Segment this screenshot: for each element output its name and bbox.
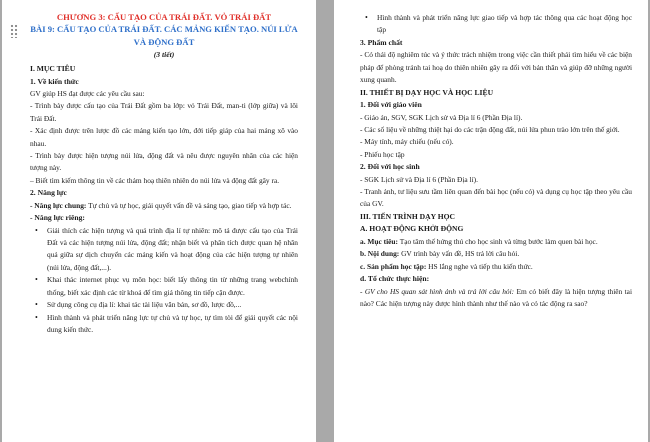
paragraph: - Các số liệu về những thiệt hại do các trận động đất, núi lửa phun trào lớn trên thế giới. [360, 124, 620, 134]
paragraph: GV giúp HS đạt được các yêu cầu sau: [30, 89, 145, 98]
list-item: • Giải thích các hiện tượng và quá trình địa lí tự nhiên: mô tả được cấu tạo của Trái Đất và các hiện tượng núi lửa, động đất; nhận biết và phân tích được quan hệ nhân quả giữa sự dịch chuyển các mảng kiến và hoạt động của các hiện tượng tự nhiên (núi lửa, động đất,...). [30, 225, 298, 275]
paragraph: - Máy tính, máy chiếu (nếu có). [360, 137, 454, 147]
paragraph: - Có thái độ nghiêm túc và ý thức trách nhiệm trong việc cần thiết phải tìm hiểu về các biện pháp để phòng tránh tai hoạ do thiên nhiên gây ra đối với bản thân và giúp đỡ những người xung quanh. [360, 50, 632, 85]
bullet-list [360, 12, 632, 37]
paragraph: - Tranh ảnh, tư liệu sưu tầm liên quan đến bài học (nếu có) và dụng cụ học tập theo yêu cầu của GV. [360, 187, 632, 209]
paragraph: - SGK Lịch sử và Địa lí 6 (Phần Địa lí). [360, 174, 478, 184]
text-organization-italic: - GV cho HS quan sát hình ảnh và trả lời câu hỏi: [360, 286, 515, 296]
subheading-competence: 2. Năng lực [30, 188, 67, 198]
label-goal: a. Mục tiêu: [360, 236, 398, 246]
label-general-competence: - Năng lực chung: [30, 200, 87, 210]
chapter-title: CHƯƠNG 3: CẤU TẠO CỦA TRÁI ĐẤT. VỎ TRÁI ĐẤT [56, 12, 272, 22]
drag-handle-icon[interactable] [10, 24, 18, 38]
lesson-title: BÀI 9: CẤU TẠO CỦA TRÁI ĐẤT. CÁC MẢNG KIẾN TẠO. NÚI LỬA VÀ ĐỘNG ĐẤT [30, 24, 298, 47]
paragraph: - Trình bày được cấu tạo của Trái Đất gồm ba lớp: vỏ Trái Đất, man-ti (lớp giữa) và lõi Trái Đất. [30, 101, 298, 123]
subheading-qualities: 3. Phẩm chất [360, 37, 403, 47]
lesson-duration: (3 tiết) [153, 50, 175, 59]
label-content: b. Nội dung: [360, 249, 400, 259]
paragraph-goal [360, 236, 632, 248]
paragraph-general-competence [30, 200, 298, 212]
document-page-left [2, 0, 316, 442]
document-page-right [334, 0, 648, 442]
paragraph-organization [360, 286, 632, 311]
subheading-specific-competence: - Năng lực riêng: [30, 213, 85, 223]
paragraph: - Xác định được trên lược đồ các mảng kiến tạo lớn, đới tiếp giáp của hai mảng xô vào nhau. [30, 126, 298, 148]
section-heading-process: III. TIẾN TRÌNH DẠY HỌC [360, 211, 456, 221]
text-goal: Tạo tâm thế hứng thú cho học sinh và từng bước làm quen bài học. [397, 236, 598, 246]
text-organization: Em có biết đây là hiện tượng thiên tai nào? Các hiện tượng này được hình thành như thế nào và có tác động ra sao? [360, 286, 633, 308]
section-heading-equipment: II. THIẾT BỊ DẠY HỌC VÀ HỌC LIỆU [360, 87, 494, 97]
list-item: • Hình thành và phát triển năng lực tự chủ và tự học, tự tìm tòi để giải quyết các nội dung kiến thức. [30, 312, 298, 337]
section-heading-warmup: A. HOẠT ĐỘNG KHỞI ĐỘNG [360, 224, 464, 234]
bullet-list [30, 225, 298, 337]
subheading-student: 2. Đối với học sinh [360, 162, 420, 172]
text-general-competence: Tự chủ và tự học, giải quyết vấn đề và sáng tạo, giao tiếp và hợp tác. [86, 200, 292, 210]
paragraph: - Trình bày được hiện tượng núi lửa, động đất và nêu được nguyên nhân của các hiện tượng này. [30, 151, 298, 173]
list-item: • Hình thành và phát triển năng lực giao tiếp và hợp tác thông qua các hoạt động học tập [360, 12, 632, 37]
subheading-knowledge: 1. Về kiến thức [30, 76, 79, 86]
paragraph: - Giáo án, SGV, SGK Lịch sử và Địa lí 6 (Phần Địa lí). [360, 112, 523, 122]
section-heading-objectives: I. MỤC TIÊU [30, 64, 76, 73]
text-content: GV trình bày vấn đề, HS trả lời câu hỏi. [399, 249, 520, 259]
list-item: • Sử dụng công cụ địa lí: khai tác tài liệu văn bản, sơ đồ, lược đồ,... [30, 299, 298, 311]
paragraph: – Biết tìm kiếm thông tin về các thảm hoạ thiên nhiên do núi lửa và động đất gây ra. [30, 175, 280, 185]
list-item: • Khai thác internet phục vụ môn học: biết lấy thông tin từ những trang webchính thống, biết xác định các từ khoá để tìm giá thông tin tiếp cận được. [30, 274, 298, 299]
label-product: c. Sản phẩm học tập: [360, 261, 427, 271]
paragraph-product [360, 261, 632, 273]
subheading-organization: d. Tổ chức thực hiện: [360, 274, 430, 284]
paragraph-content [360, 248, 632, 260]
text-product: HS lắng nghe và tiếp thu kiến thức. [426, 261, 533, 271]
paragraph: - Phiếu học tập [360, 149, 405, 159]
subheading-teacher: 1. Đối với giáo viên [360, 100, 422, 110]
